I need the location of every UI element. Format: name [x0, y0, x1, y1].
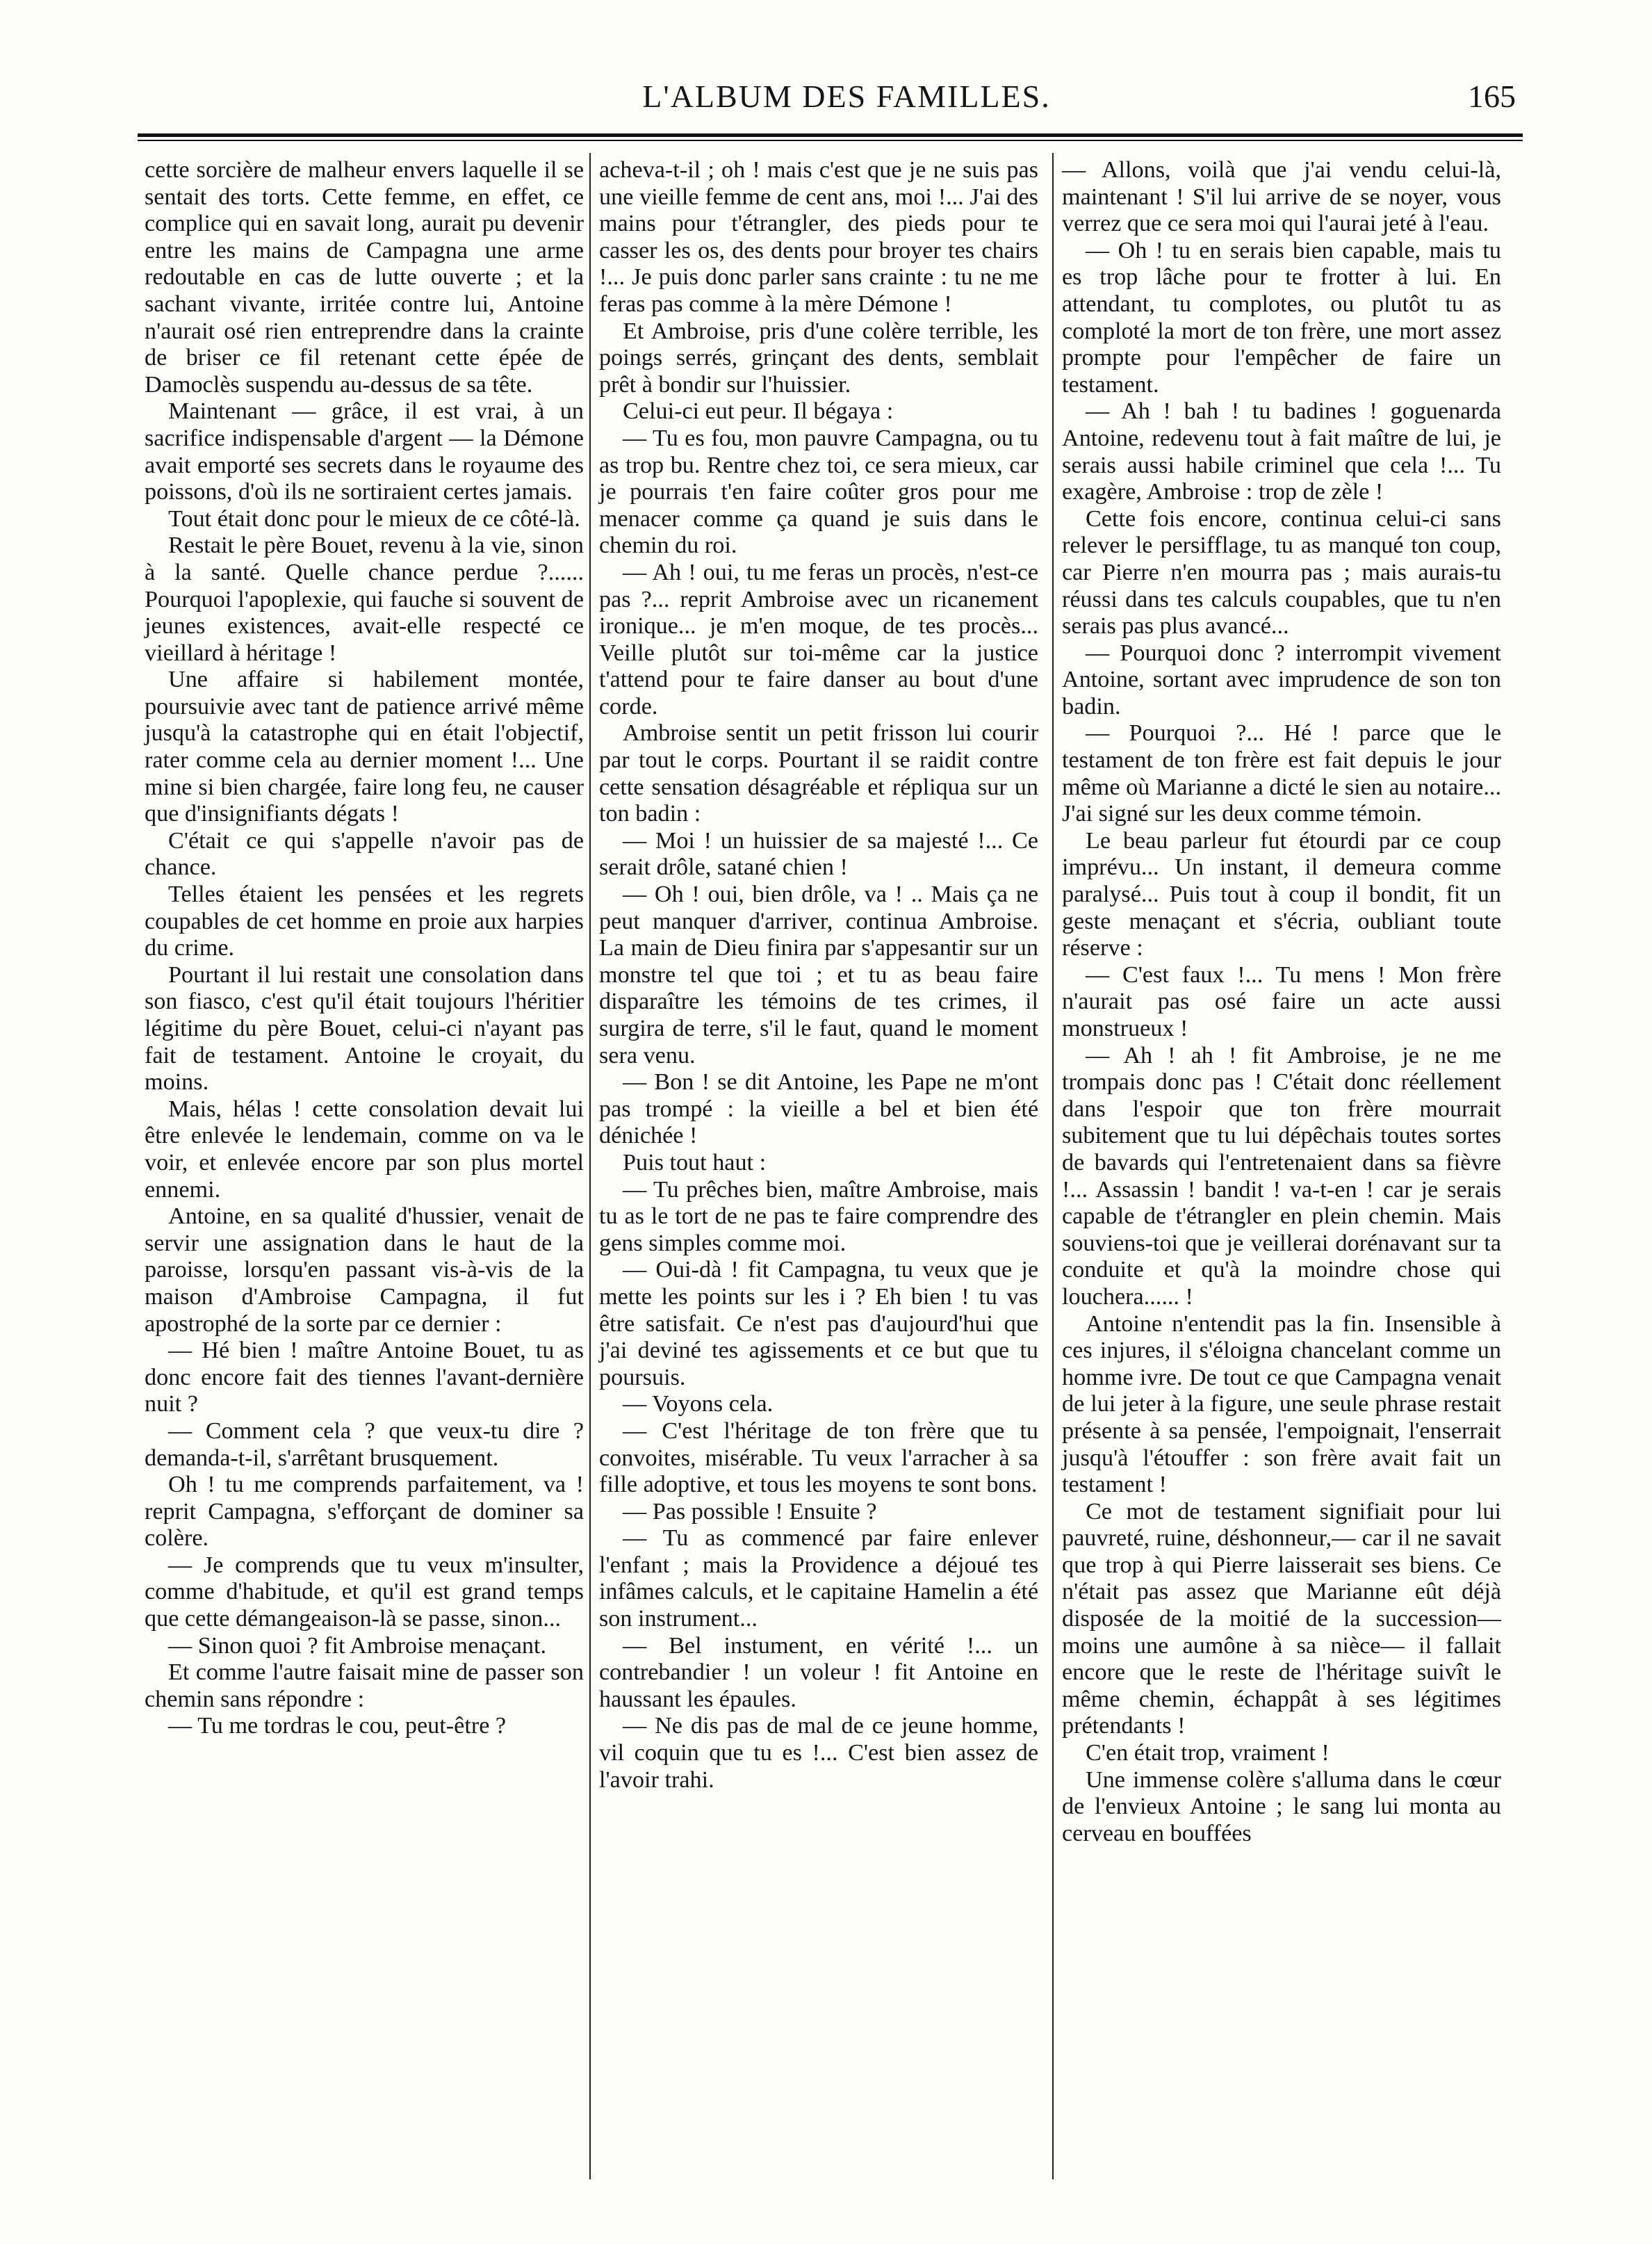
paragraph: — Pourquoi donc ? interrompit vivement Antoine, sortant avec imprudence de son ton badin. — [1062, 640, 1501, 719]
paragraph: — Ne dis pas de mal de ce jeune homme, vil coquin que tu es !... C'est bien assez de l'avoir trahi. — [599, 1713, 1038, 1793]
paragraph: Et Ambroise, pris d'une colère terrible, les poings serrés, grinçant des dents, semblait prêt à bondir sur l'huissier. — [599, 318, 1038, 398]
paragraph: C'était ce qui s'appelle n'avoir pas de chance. — [145, 827, 584, 881]
paragraph: Antoine n'entendit pas la fin. Insensible à ces injures, il s'éloigna chancelant comme un homme ivre. De tout ce que Campagna venait de lui jeter à la figure, une seule phrase restait présente à sa pensée, l'empoignait, l'enserrait jusqu'à l'étouffer : son frère avait fait un testament ! — [1062, 1310, 1501, 1498]
paragraph: — Tu me tordras le cou, peut-être ? — [168, 1713, 507, 1739]
column-separator — [1052, 153, 1054, 2179]
paragraph: — Allons, voilà que j'ai vendu celui-là, maintenant ! S'il lui arrive de se noyer, vous verrez que ce sera moi qui l'aurai jeté à l'eau. — [1062, 157, 1501, 237]
paragraph: Une affaire si habilement montée, poursuivie avec tant de patience arrivé même jusqu'à la catastrophe qui en était l'objectif, rater comme cela au dernier moment !... Une mine si bien chargée, faire long feu, ne causer que d'insignifiants dégats ! — [145, 667, 584, 827]
paragraph: — Oh ! tu en serais bien capable, mais tu es trop lâche pour te frotter à lui. En attendant, tu complotes, ou plutôt tu as comploté la mort de ton frère, une mort assez prompte pour l'empêcher de faire un testament. — [1062, 237, 1501, 398]
paragraph: Une immense colère s'alluma dans le cœur de l'envieux Antoine ; le sang lui monta au cerveau en bouffées — [1062, 1766, 1501, 1846]
paragraph: Telles étaient les pensées et les regrets coupables de cet homme en proie aux harpies du crime. — [145, 881, 584, 961]
paragraph: C'en était trop, vraiment ! — [1086, 1740, 1330, 1766]
paragraph: Celui-ci eut peur. Il bégaya : — [623, 398, 894, 425]
paragraph: — Ah ! oui, tu me feras un procès, n'est-ce pas ?... reprit Ambroise avec un ricanement ironique... je m'en moque, de tes procès... Veille plutôt sur toi-même car la justice t'attend pour te faire danser au bout d'une corde. — [599, 559, 1038, 719]
paragraph: Restait le père Bouet, revenu à la vie, sinon à la santé. Quelle chance perdue ?...... Pourquoi l'apoplexie, qui fauche si souvent de jeunes existences, avait-elle respecté ce vieillard à héritage ! — [145, 532, 584, 666]
paragraph: Cette fois encore, continua celui-ci sans relever le persifflage, tu as manqué ton coup, car Pierre n'en mourra pas ; mais aurais-tu réussi dans tes calculs coupables, que tu n'en serais pas plus avancé... — [1062, 505, 1501, 640]
paragraph: — Bel instument, en vérité !... un contrebandier ! un voleur ! fit Antoine en haussant les épaules. — [599, 1632, 1038, 1712]
paragraph: — Je comprends que tu veux m'insulter, comme d'habitude, et qu'il est grand temps que cette démangeaison-là se passe, sinon... — [145, 1552, 584, 1632]
paragraph: Mais, hélas ! cette consolation devait lui être enlevée le lendemain, comme on va le voir, et enlevée encore par son plus mortel ennemi. — [145, 1096, 584, 1203]
paragraph: — Bon ! se dit Antoine, les Pape ne m'ont pas trompé : la vieille a bel et bien été dénichée ! — [599, 1069, 1038, 1149]
paragraph: — C'est l'héritage de ton frère que tu convoites, misérable. Tu veux l'arracher à sa fille adoptive, et tous les moyens te sont bons. — [599, 1417, 1038, 1498]
paragraph: Le beau parleur fut étourdi par ce coup imprévu... Un instant, il demeura comme paralysé... Puis tout à coup il bondit, fit un geste menaçant et s'écria, oubliant toute réserve : — [1062, 827, 1501, 961]
paragraph: Puis tout haut : — [623, 1149, 767, 1176]
paragraph: Et comme l'autre faisait mine de passer son chemin sans répondre : — [145, 1659, 584, 1712]
paragraph: — Moi ! un huissier de sa majesté !... Ce serait drôle, satané chien ! — [599, 827, 1038, 881]
paragraph: — Tu prêches bien, maître Ambroise, mais tu as le tort de ne pas te faire comprendre des gens simples comme moi. — [599, 1176, 1038, 1256]
running-title: L'ALBUM DES FAMILLES. — [642, 79, 1051, 114]
paragraph: — Oh ! oui, bien drôle, va ! .. Mais ça ne peut manquer d'arriver, continua Ambroise. La main de Dieu finira par s'appesantir sur un monstre tel que toi ; et tu as beau faire disparaître les témoins de tes crimes, il surgira de terre, s'il le faut, quand le moment sera venu. — [599, 881, 1038, 1068]
paragraph: — C'est faux !... Tu mens ! Mon frère n'aurait pas osé faire un acte aussi monstrueux ! — [1062, 961, 1501, 1041]
text-column-1 — [145, 157, 584, 1740]
paragraph: Pourtant il lui restait une consolation dans son fiasco, c'est qu'il était toujours l'héritier légitime du père Bouet, celui-ci n'ayant pas fait de testament. Antoine le croyait, du moins. — [145, 961, 584, 1096]
paragraph: — Oui-dà ! fit Campagna, tu veux que je mette les points sur les i ? Eh bien ! tu vas être satisfait. Ce n'est pas d'aujourd'hui que j'ai deviné tes agissements et ce but que tu poursuis. — [599, 1257, 1038, 1390]
paragraph: Ambroise sentit un petit frisson lui courir par tout le corps. Pourtant il se raidit contre cette sensation désagréable et répliqua sur un ton badin : — [599, 720, 1038, 827]
paragraph: — Voyons cela. — [623, 1391, 774, 1417]
paragraph: — Hé bien ! maître Antoine Bouet, tu as donc encore fait des tiennes l'avant-dernière nuit ? — [145, 1338, 584, 1417]
paragraph: — Comment cela ? que veux-tu dire ? demanda-t-il, s'arrêtant brusquement. — [145, 1417, 584, 1471]
paragraph: — Tu es fou, mon pauvre Campagna, ou tu as trop bu. Rentre chez toi, ce sera mieux, car je pourrais t'en faire coûter gros pour me menacer comme ça quand je suis dans le chemin du roi. — [599, 425, 1038, 559]
paragraph: — Ah ! ah ! fit Ambroise, je ne me trompais donc pas ! C'était donc réellement dans l'espoir que ton frère mourrait subitement que tu lui dépêchais toutes sortes de bavards qui l'entretenaient dans sa fièvre !... Assassin ! bandit ! va-t-en ! car je serais capable de t'étrangler en plein chemin. Mais souviens-toi que je veillerai dorénavant sur ta conduite et qu'à la moindre chose qui louchera...... ! — [1062, 1042, 1501, 1310]
paragraph: — Ah ! bah ! tu badines ! goguenarda Antoine, redevenu tout à fait maître de lui, je serais aussi habile criminel que cela !... Tu exagère, Ambroise : trop de zèle ! — [1062, 398, 1501, 505]
column-separator — [589, 153, 591, 2179]
text-column-2 — [599, 157, 1038, 1794]
header-rule — [138, 133, 1523, 137]
page-number: 165 — [1468, 79, 1516, 114]
paragraph: Antoine, en sa qualité d'hussier, venait de servir une assignation dans le haut de la paroisse, lorsqu'en passant vis-à-vis de la maison d'Ambroise Campagna, il fut apostrophé de la sorte par ce dernier : — [145, 1203, 584, 1337]
paragraph: Tout était donc pour le mieux de ce côté-là. — [168, 505, 580, 532]
paragraph: — Sinon quoi ? fit Ambroise menaçant. — [168, 1632, 547, 1659]
paragraph: acheva-t-il ; oh ! mais c'est que je ne suis pas une vieille femme de cent ans, moi !... J'ai des mains pour t'étrangler, des pieds pour te casser les os, des dents pour broyer tes chairs !... Je puis donc parler sans crainte : tu ne me feras pas comme à la mère Démone ! — [599, 157, 1038, 317]
paragraph: Maintenant — grâce, il est vrai, à un sacrifice indispensable d'argent — la Démone avait emporté ses secrets dans le royaume des poissons, d'où ils ne sortiraient certes jamais. — [145, 398, 584, 505]
paragraph: — Pas possible ! Ensuite ? — [623, 1498, 877, 1525]
paragraph: — Pourquoi ?... Hé ! parce que le testament de ton frère est fait depuis le jour même où Marianne a dicté le sien au notaire... J'ai signé sur les deux comme témoin. — [1062, 720, 1501, 827]
paragraph: — Tu as commencé par faire enlever l'enfant ; mais la Providence a déjoué tes infâmes calculs, et le capitaine Hamelin a été son instrument... — [599, 1525, 1038, 1632]
paragraph: Ce mot de testament signifiait pour lui pauvreté, ruine, déshonneur,— car il ne savait que trop à qui Pierre laisserait ses biens. Ce n'était pas assez que Marianne eût déjà disposée de la moitié de la succession—moins une aumône à sa nièce— il fallait encore que le reste de l'héritage suivît le même chemin, échappât à ses légitimes prétendants ! — [1062, 1498, 1501, 1739]
header-rule-thin — [138, 140, 1523, 141]
text-column-3 — [1062, 157, 1501, 1847]
paragraph: Oh ! tu me comprends parfaitement, va ! reprit Campagna, s'efforçant de dominer sa colère. — [145, 1472, 584, 1552]
paragraph: cette sorcière de malheur envers laquelle il se sentait des torts. Cette femme, en effet, ce complice qui en savait long, aurait pu devenir entre les mains de Campagna une arme redoutable en cas de lutte ouverte ; et la sachant vivante, irritée contre lui, Antoine n'aurait osé rien entreprendre dans la crainte de briser ce fil retenant cette épée de Damoclès suspendu au-dessus de sa tête. — [145, 157, 584, 398]
